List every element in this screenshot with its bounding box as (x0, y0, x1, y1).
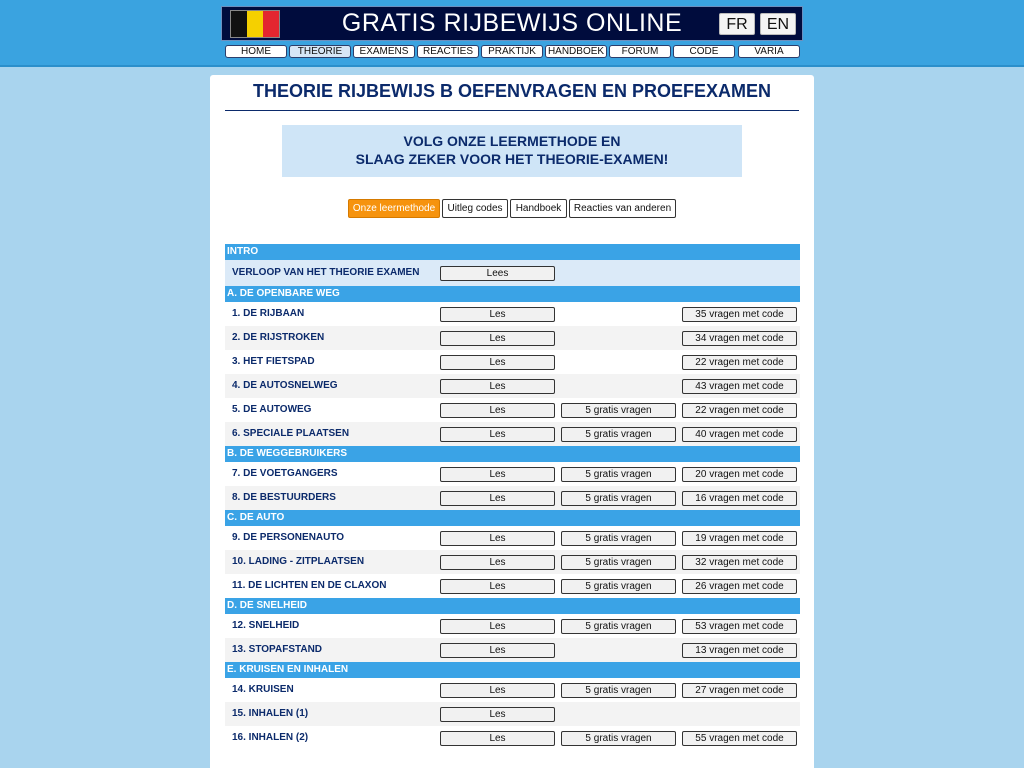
free-questions-button[interactable]: 5 gratis vragen (561, 531, 676, 546)
table-row (225, 638, 800, 662)
lesson-button[interactable]: Les (440, 683, 555, 698)
section-header: INTRO (225, 244, 800, 260)
lesson-button[interactable]: Les (440, 555, 555, 570)
nav-forum[interactable]: FORUM (609, 45, 671, 58)
lesson-button[interactable]: Les (440, 355, 555, 370)
lesson-button[interactable]: Les (440, 467, 555, 482)
free-questions-button[interactable]: 5 gratis vragen (561, 579, 676, 594)
section-header: E. KRUISEN EN INHALEN (225, 662, 800, 678)
code-questions-button[interactable]: 53 vragen met code (682, 619, 797, 634)
table-row (225, 726, 800, 750)
code-questions-button[interactable]: 26 vragen met code (682, 579, 797, 594)
table-row (225, 614, 800, 638)
section-header: A. DE OPENBARE WEG (225, 286, 800, 302)
callout-line-1: VOLG ONZE LEERMETHODE EN (403, 133, 621, 149)
table-row (225, 398, 800, 422)
lesson-button[interactable]: Les (440, 643, 555, 658)
table-row (225, 550, 800, 574)
code-questions-button[interactable]: 22 vragen met code (682, 355, 797, 370)
free-questions-button[interactable]: 5 gratis vragen (561, 619, 676, 634)
top-band (0, 0, 1024, 67)
subnav-reacties-van-anderen[interactable]: Reacties van anderen (569, 199, 676, 218)
main-nav (225, 45, 800, 59)
code-questions-button[interactable]: 19 vragen met code (682, 531, 797, 546)
lesson-title: 8. DE BESTUURDERS (232, 492, 336, 503)
lesson-title: 4. DE AUTOSNELWEG (232, 380, 338, 391)
free-questions-button[interactable]: 5 gratis vragen (561, 427, 676, 442)
lesson-title: 2. DE RIJSTROKEN (232, 332, 325, 343)
callout-line-2: SLAAG ZEKER VOOR HET THEORIE-EXAMEN! (355, 151, 669, 167)
lesson-button[interactable]: Les (440, 491, 555, 506)
section-header: D. DE SNELHEID (225, 598, 800, 614)
site-title: GRATIS RIJBEWIJS ONLINE (341, 9, 683, 37)
subnav-handboek[interactable]: Handboek (510, 199, 567, 218)
nav-home[interactable]: HOME (225, 45, 287, 58)
lesson-button[interactable]: Lees (440, 266, 555, 281)
code-questions-button[interactable]: 22 vragen met code (682, 403, 797, 418)
nav-reacties[interactable]: REACTIES (417, 45, 479, 58)
lesson-button[interactable]: Les (440, 427, 555, 442)
table-row (225, 326, 800, 350)
lesson-title: 11. DE LICHTEN EN DE CLAXON (232, 580, 387, 591)
section-header: B. DE WEGGEBRUIKERS (225, 446, 800, 462)
table-row (225, 526, 800, 550)
table-row (225, 574, 800, 598)
nav-praktijk[interactable]: PRAKTIJK (481, 45, 543, 58)
nav-code[interactable]: CODE (673, 45, 735, 58)
code-questions-button[interactable]: 16 vragen met code (682, 491, 797, 506)
table-row (225, 422, 800, 446)
lesson-button[interactable]: Les (440, 619, 555, 634)
site-banner (221, 6, 803, 41)
main-panel (210, 75, 814, 768)
code-questions-button[interactable]: 40 vragen met code (682, 427, 797, 442)
code-questions-button[interactable]: 20 vragen met code (682, 467, 797, 482)
language-en-button[interactable]: EN (760, 13, 796, 35)
code-questions-button[interactable]: 34 vragen met code (682, 331, 797, 346)
free-questions-button[interactable]: 5 gratis vragen (561, 491, 676, 506)
table-row (225, 462, 800, 486)
free-questions-button[interactable]: 5 gratis vragen (561, 683, 676, 698)
lesson-title: 12. SNELHEID (232, 620, 300, 631)
lesson-button[interactable]: Les (440, 531, 555, 546)
lesson-title: 7. DE VOETGANGERS (232, 468, 338, 479)
lesson-button[interactable]: Les (440, 379, 555, 394)
subnav-uitleg-codes[interactable]: Uitleg codes (442, 199, 508, 218)
nav-theorie[interactable]: THEORIE (289, 45, 351, 58)
lesson-button[interactable]: Les (440, 331, 555, 346)
table-row (225, 374, 800, 398)
lesson-title: 16. INHALEN (2) (232, 732, 309, 743)
nav-varia[interactable]: VARIA (738, 45, 800, 58)
lesson-button[interactable]: Les (440, 307, 555, 322)
code-questions-button[interactable]: 13 vragen met code (682, 643, 797, 658)
code-questions-button[interactable]: 35 vragen met code (682, 307, 797, 322)
lesson-title: 14. KRUISEN (232, 684, 294, 695)
language-fr-button[interactable]: FR (719, 13, 755, 35)
lesson-title: 6. SPECIALE PLAATSEN (232, 428, 350, 439)
table-row (225, 702, 800, 726)
nav-handboek[interactable]: HANDBOEK (545, 45, 607, 58)
nav-examens[interactable]: EXAMENS (353, 45, 415, 58)
lesson-title: 1. DE RIJBAAN (232, 308, 305, 319)
free-questions-button[interactable]: 5 gratis vragen (561, 403, 676, 418)
lesson-title: VERLOOP VAN HET THEORIE EXAMEN (232, 267, 420, 278)
code-questions-button[interactable]: 55 vragen met code (682, 731, 797, 746)
lesson-title: 5. DE AUTOWEG (232, 404, 312, 415)
lesson-button[interactable]: Les (440, 707, 555, 722)
table-row (225, 260, 800, 286)
lesson-title: 3. HET FIETSPAD (232, 356, 315, 367)
table-row (225, 678, 800, 702)
code-questions-button[interactable]: 27 vragen met code (682, 683, 797, 698)
free-questions-button[interactable]: 5 gratis vragen (561, 467, 676, 482)
free-questions-button[interactable]: 5 gratis vragen (561, 555, 676, 570)
lesson-title: 15. INHALEN (1) (232, 708, 309, 719)
page-title: THEORIE RIJBEWIJS B OEFENVRAGEN EN PROEFEXAMEN (225, 81, 799, 111)
lesson-table (225, 244, 800, 750)
subnav-onze-leermethode[interactable]: Onze leermethode (348, 199, 440, 218)
lesson-title: 13. STOPAFSTAND (232, 644, 323, 655)
lesson-title: 9. DE PERSONENAUTO (232, 532, 345, 543)
lesson-button[interactable]: Les (440, 579, 555, 594)
lesson-button[interactable]: Les (440, 403, 555, 418)
method-callout (282, 125, 742, 177)
free-questions-button[interactable]: 5 gratis vragen (561, 731, 676, 746)
table-row (225, 486, 800, 510)
lesson-title: 10. LADING - ZITPLAATSEN (232, 556, 365, 567)
code-questions-button[interactable]: 32 vragen met code (682, 555, 797, 570)
code-questions-button[interactable]: 43 vragen met code (682, 379, 797, 394)
table-row (225, 302, 800, 326)
table-row (225, 350, 800, 374)
lesson-button[interactable]: Les (440, 731, 555, 746)
section-header: C. DE AUTO (225, 510, 800, 526)
